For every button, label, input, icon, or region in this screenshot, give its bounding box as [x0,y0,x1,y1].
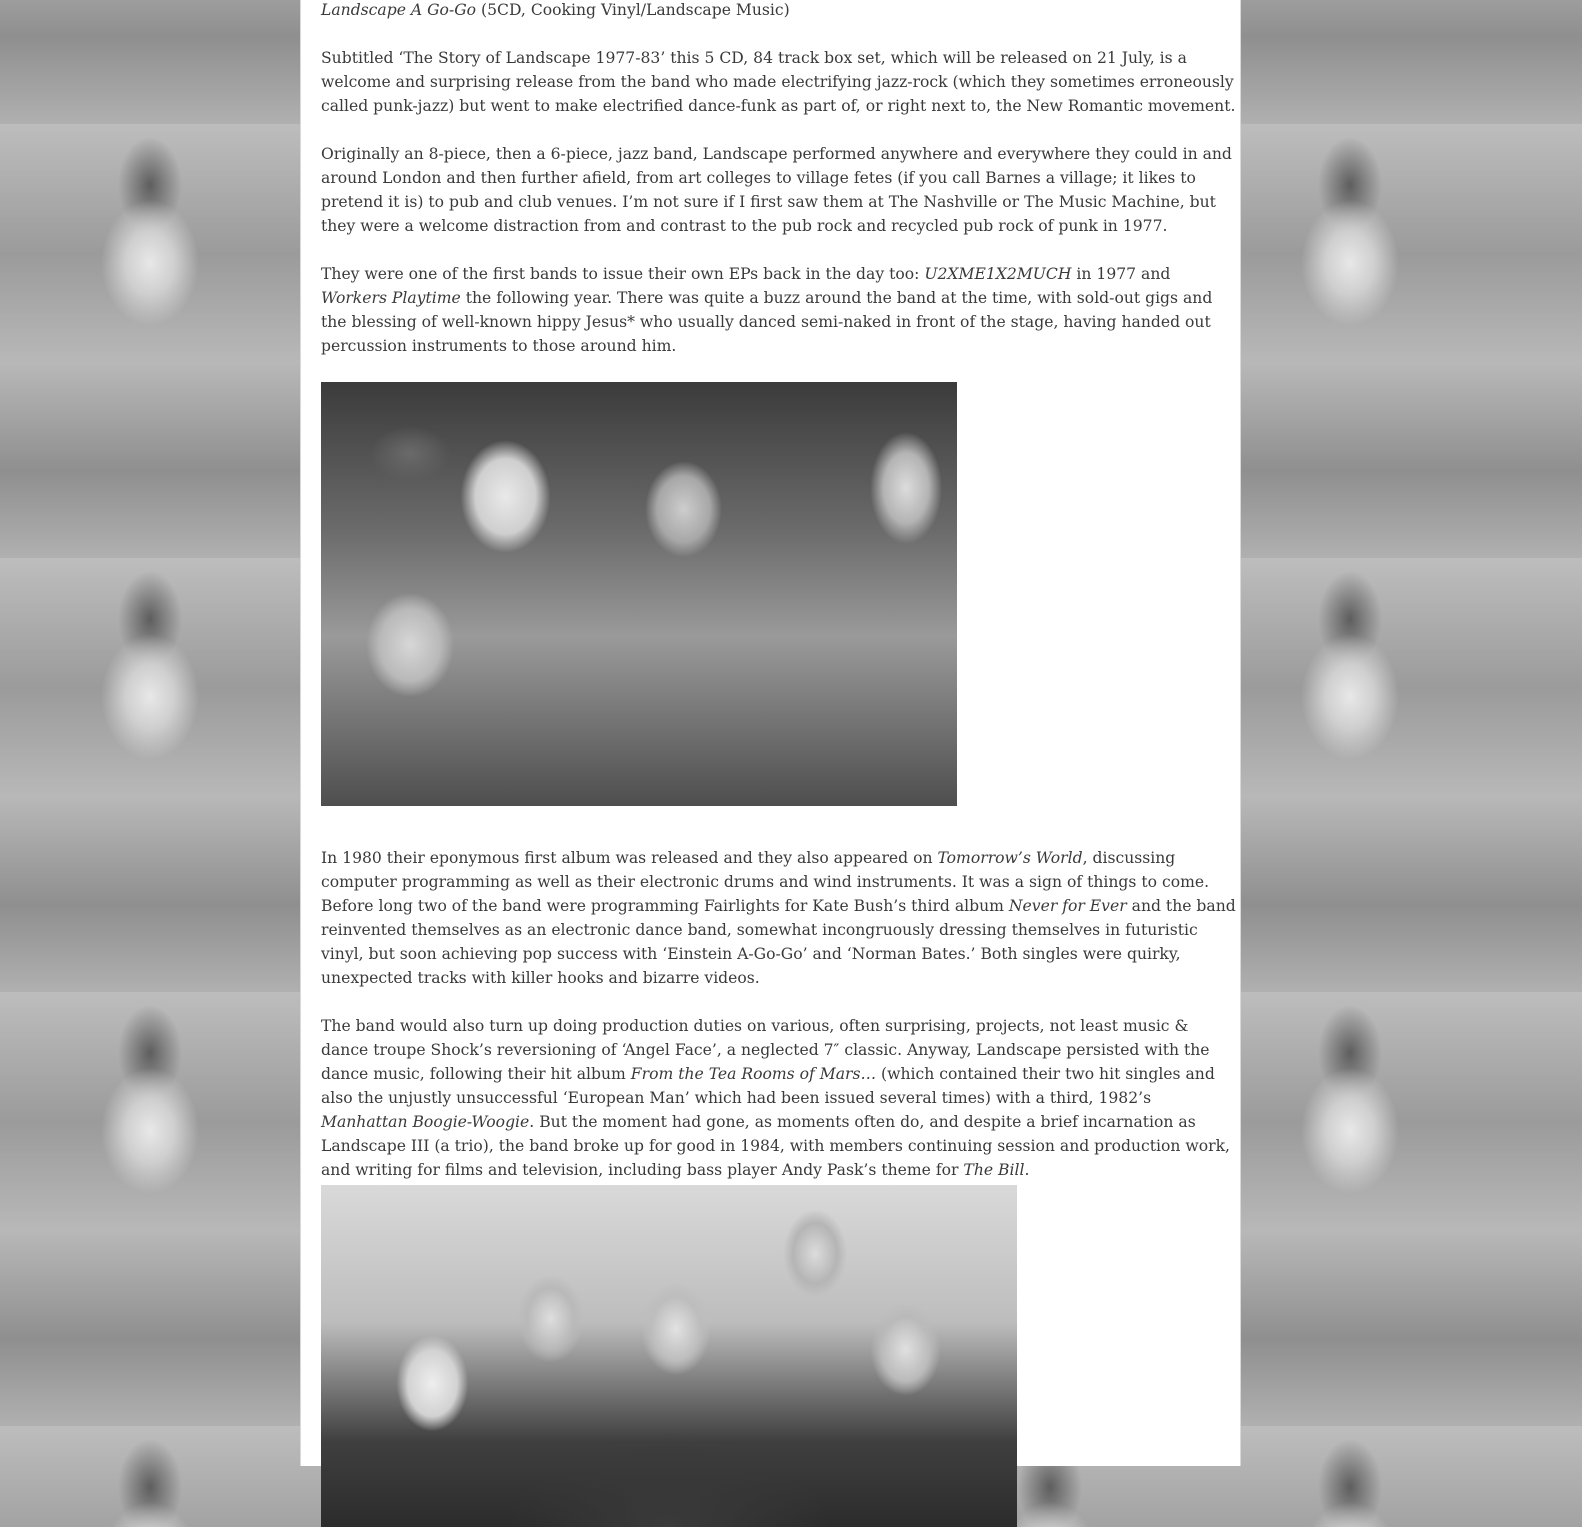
eps-text-1: They were one of the first bands to issue their own EPs back in the day too: [321,265,925,283]
album-title-manhattan: Manhattan Boogie-Woogie [321,1113,530,1131]
album-label-info: (5CD, Cooking Vinyl/Landscape Music) [476,1,790,19]
eps-text-2: in 1977 and [1071,265,1171,283]
article-body [301,0,1240,1527]
paragraph-1980 [321,846,1240,990]
ep-title-2: Workers Playtime [321,289,461,307]
kate-bush-album-title: Never for Ever [1008,897,1127,915]
paragraph-origins: Originally an 8-piece, then a 6-piece, jazz band, Landscape performed anywhere and everywhere they could in and around London and then further afield, from art colleges to village fetes (if you call Barnes a village; it likes to pretend it is) to pub and club venues. I’m not sure if I first saw them at The Nashville or The Music Machine, but they were a welcome distraction from and contrast to the pub rock and recycled pub rock of punk in 1977. [321,145,1232,235]
paragraph-eps [321,262,1240,358]
prod-text-4: . [1024,1161,1030,1179]
p1980-text-1: In 1980 their eponymous first album was released and they also appeared on [321,849,938,867]
paragraph-intro: Subtitled ‘The Story of Landscape 1977-83’ this 5 CD, 84 track box set, which will be released on 21 July, is a welcome and surprising release from the band who made electrifying jazz-rock (which they sometimes erroneously called punk-jazz) but went to make electrified dance-funk as part of, or right next to, the New Romantic movement. [321,49,1236,115]
paragraph-production [321,1014,1240,1182]
album-title: Landscape A Go-Go [321,1,477,19]
album-heading [321,0,1240,22]
article-column [300,0,1241,1466]
p1980-text-2: , discussing computer programming as well as their electronic drums and wind instruments. It was a sign of things to come. Before long two of the band were programming Fairlights for Kate Bush’s third album [321,849,1210,915]
eps-text-3: the following year. There was quite a buzz around the band at the time, with sold-out gigs and the blessing of well-known hippy Jesus* who usually danced semi-naked in front of the stage, having handed out percussion instruments to those around him. [321,289,1213,355]
tv-show-title: Tomorrow’s World [937,849,1083,867]
band-photo-later [321,1185,1017,1527]
p1980-text-3: and the band reinvented themselves as an electronic dance band, somewhat incongruously dressing themselves in futuristic vinyl, but soon achieving pop success with ‘Einstein A-Go-Go’ and ‘Norman Bates.’ Both singles were quirky, unexpected tracks with killer hooks and bizarre videos. [321,897,1236,987]
band-photo-early [321,382,957,806]
ep-title-1: U2XME1X2MUCH [924,265,1072,283]
prod-text-2: (which contained their two hit singles and also the unjustly unsuccessful ‘European Man’ which had been issued several times) with a third, 1982’s [321,1065,1215,1107]
background-pattern-right [1241,0,1582,1466]
prod-text-1: The band would also turn up doing production duties on various, often surprising, projects, not least music & dance troupe Shock’s reversioning of ‘Angel Face’, a neglected 7″ classic. Anyway, Landscape persisted with the dance music, following their hit album [321,1017,1210,1083]
tv-theme-title: The Bill [963,1161,1025,1179]
album-title-tea-rooms: From the Tea Rooms of Mars… [630,1065,877,1083]
prod-text-3: . But the moment had gone, as moments often do, and despite a brief incarnation as Landscape III (a trio), the band broke up for good in 1984, with members continuing session and production work, and writing for films and television, including bass player Andy Pask’s theme for [321,1113,1231,1179]
